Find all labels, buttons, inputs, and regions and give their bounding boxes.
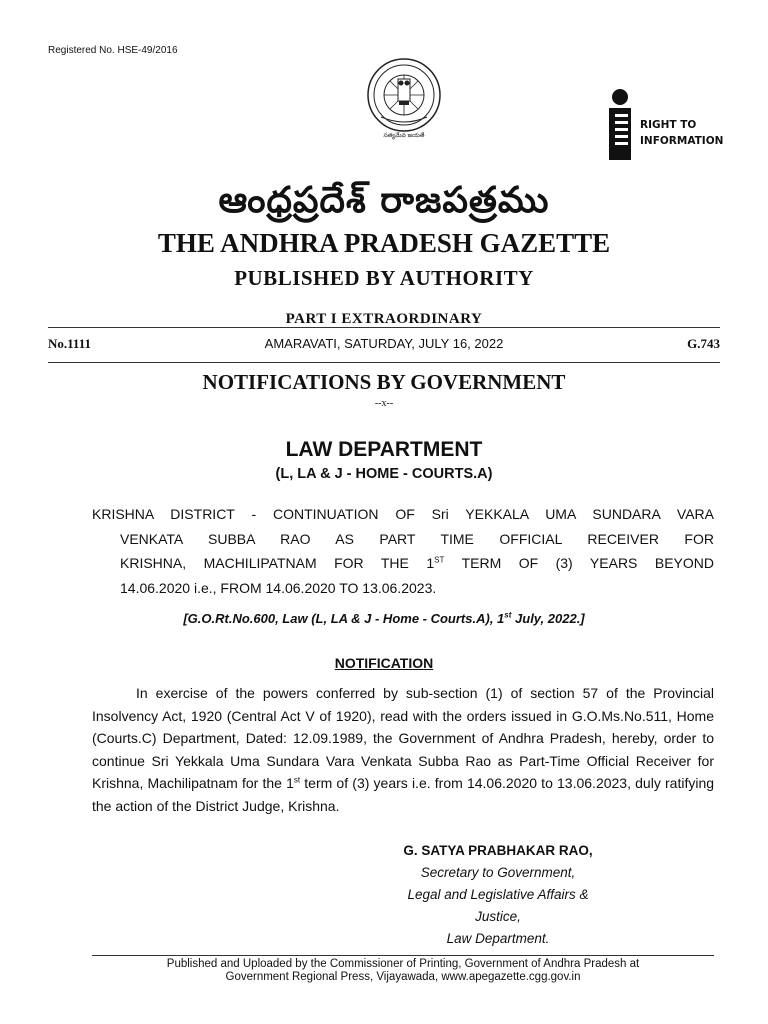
part-label: PART I EXTRAORDINARY [285, 311, 483, 327]
header-bottom-rule [48, 362, 720, 363]
gazette-title: THE ANDHRA PRADESH GAZETTE [157, 228, 611, 258]
footer-rule [92, 955, 714, 956]
rti-label [640, 117, 723, 149]
notification-heading: NOTIFICATION [334, 655, 434, 671]
header-top-rule [48, 327, 720, 328]
telugu-gazette-title: ఆంధ్రప్రదేశ్ రాజపత్రము [218, 180, 550, 221]
g-number: G.743 [687, 336, 720, 351]
signatory-title-3: Law Department. [446, 931, 550, 946]
subject-line-2: VENKATA SUBBA RAO AS PART TIME OFFICIAL RECEIVER FOR [120, 530, 714, 547]
department-sub: (L, LA & J - HOME - COURTS.A) [275, 466, 493, 482]
rti-line-2: INFORMATION [640, 135, 724, 147]
subject-line-3: KRISHNA, MACHILIPATNAM FOR THE 1ST TERM OF (3) YEARS BEYOND [120, 555, 714, 571]
notification-paragraph: In exercise of the powers conferred by sub-section (1) of section 57 of the Provincial Insolvency Act, 1920 (Central Act V of 1920), read with the orders issued in G.O.Ms.No.511, Home (Courts.C) Department, Dated: 12.09.1989, the Government of Andhra Pradesh, hereby, order to continue Sri Yekkala Uma Sundara Vara Venkata Subba Rao as Part-Time Official Receiver for Krishna, Machilipatnam for the 1st term of (3) years i.e. from 14.06.2020 to 13.06.2023, duly ratifying the action of the District Judge, Krishna. [92, 685, 715, 814]
signatory-title-1: Secretary to Government, [420, 865, 576, 880]
footer [92, 958, 714, 984]
signature-block [384, 840, 612, 950]
published-by-authority: PUBLISHED BY AUTHORITY [234, 266, 534, 290]
signatory-name: G. SATYA PRABHAKAR RAO, [403, 843, 593, 858]
seal-motto: సత్యమేవ జయతే [383, 132, 425, 139]
notification-body [92, 682, 714, 817]
section-separator: --x-- [374, 398, 394, 409]
subject-paragraph [92, 502, 714, 600]
subject-line-1: KRISHNA DISTRICT - CONTINUATION OF Sri YEKKALA UMA SUNDARA VARA [92, 506, 714, 522]
information-person-icon [603, 88, 637, 160]
subject-line-4: 14.06.2020 i.e., FROM 14.06.2020 TO 13.06.2023. [120, 579, 437, 596]
issue-number: No.1111 [48, 336, 91, 351]
state-emblem-seal [359, 55, 449, 145]
rti-line-1: RIGHT TO [640, 119, 697, 131]
registration-number: Registered No. HSE-49/2016 [48, 45, 178, 56]
go-reference: [G.O.Rt.No.600, Law (L, LA & J - Home - Courts.A), 1st July, 2022.] [183, 610, 585, 626]
issue-dateline: AMARAVATI, SATURDAY, JULY 16, 2022 [264, 336, 504, 351]
signatory-title-2: Legal and Legislative Affairs & Justice, [407, 887, 589, 924]
footer-line-2: Government Regional Press, Vijayawada, www.apegazette.cgg.gov.in [225, 971, 581, 983]
department-name: LAW DEPARTMENT [285, 438, 483, 461]
footer-line-1: Published and Uploaded by the Commissioner of Printing, Government of Andhra Pradesh at [166, 958, 640, 970]
section-heading: NOTIFICATIONS BY GOVERNMENT [202, 370, 566, 394]
